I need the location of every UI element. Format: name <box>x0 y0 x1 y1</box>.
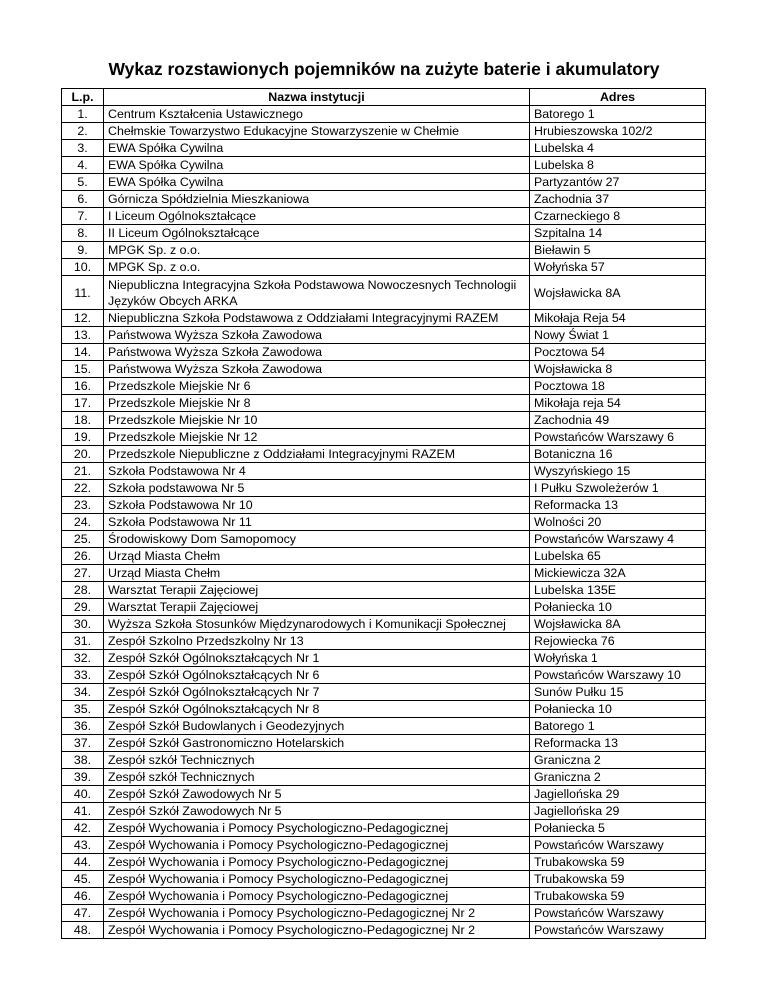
institution-address: Lubelska 135E <box>530 582 706 599</box>
row-number: 18. <box>62 412 104 429</box>
institution-address: Wolności 20 <box>530 514 706 531</box>
institution-name: Zespół Szkół Ogólnokształcących Nr 1 <box>104 650 530 667</box>
institution-address: Sunów Pułku 15 <box>530 684 706 701</box>
row-number: 33. <box>62 667 104 684</box>
row-number: 27. <box>62 565 104 582</box>
table-row <box>62 650 706 667</box>
institution-name: Zespół Szkół Ogólnokształcących Nr 7 <box>104 684 530 701</box>
table-row <box>62 327 706 344</box>
institution-address: Czarneckiego 8 <box>530 208 706 225</box>
table-row <box>62 123 706 140</box>
table-row <box>62 769 706 786</box>
institution-address: Lubelska 65 <box>530 548 706 565</box>
row-number: 44. <box>62 854 104 871</box>
table-row <box>62 480 706 497</box>
institution-name: Niepubliczna Integracyjna Szkoła Podstawowa Nowoczesnych Technologii Języków Obcych ARKA <box>104 276 530 310</box>
row-number: 29. <box>62 599 104 616</box>
table-row <box>62 225 706 242</box>
table-row <box>62 412 706 429</box>
table-row <box>62 786 706 803</box>
institution-name: Szkoła Podstawowa Nr 10 <box>104 497 530 514</box>
institution-name: Zespół szkół Technicznych <box>104 752 530 769</box>
institution-address: Partyzantów 27 <box>530 174 706 191</box>
row-number: 1. <box>62 106 104 123</box>
institution-address: Wojsławicka 8A <box>530 276 706 310</box>
table-row <box>62 922 706 939</box>
row-number: 17. <box>62 395 104 412</box>
institution-name: Urząd Miasta Chełm <box>104 548 530 565</box>
row-number: 32. <box>62 650 104 667</box>
institution-name: Zespół Szkolno Przedszkolny Nr 13 <box>104 633 530 650</box>
institution-name: Przedszkole Miejskie Nr 8 <box>104 395 530 412</box>
row-number: 15. <box>62 361 104 378</box>
row-number: 20. <box>62 446 104 463</box>
row-number: 38. <box>62 752 104 769</box>
institution-address: Powstańców Warszawy <box>530 837 706 854</box>
institution-name: Zespół szkół Technicznych <box>104 769 530 786</box>
table-row <box>62 633 706 650</box>
header-address: Adres <box>530 89 706 106</box>
table-row <box>62 463 706 480</box>
row-number: 21. <box>62 463 104 480</box>
table-row <box>62 446 706 463</box>
row-number: 48. <box>62 922 104 939</box>
row-number: 25. <box>62 531 104 548</box>
table-row <box>62 378 706 395</box>
institution-address: Zachodnia 49 <box>530 412 706 429</box>
table-row <box>62 157 706 174</box>
institution-name: Zespół Szkół Zawodowych Nr 5 <box>104 803 530 820</box>
row-number: 42. <box>62 820 104 837</box>
row-number: 40. <box>62 786 104 803</box>
row-number: 11. <box>62 276 104 310</box>
institution-address: Wojsławicka 8A <box>530 616 706 633</box>
institution-address: Reformacka 13 <box>530 735 706 752</box>
institution-name: Państwowa Wyższa Szkoła Zawodowa <box>104 327 530 344</box>
row-number: 22. <box>62 480 104 497</box>
institution-name: Zespół Szkół Zawodowych Nr 5 <box>104 786 530 803</box>
institution-address: Trubakowska 59 <box>530 854 706 871</box>
institution-name: EWA Spółka Cywilna <box>104 174 530 191</box>
institution-address: Pocztowa 18 <box>530 378 706 395</box>
row-number: 9. <box>62 242 104 259</box>
institution-name: Warsztat Terapii Zajęciowej <box>104 582 530 599</box>
institution-address: Botaniczna 16 <box>530 446 706 463</box>
row-number: 47. <box>62 905 104 922</box>
row-number: 37. <box>62 735 104 752</box>
institution-address: Lubelska 8 <box>530 157 706 174</box>
table-row <box>62 582 706 599</box>
institution-address: Batorego 1 <box>530 106 706 123</box>
institution-address: Nowy Świat 1 <box>530 327 706 344</box>
institution-name: Górnicza Spółdzielnia Mieszkaniowa <box>104 191 530 208</box>
table-row <box>62 242 706 259</box>
table-row <box>62 174 706 191</box>
table-row <box>62 140 706 157</box>
table-row <box>62 106 706 123</box>
institution-name: Zespół Wychowania i Pomocy Psychologiczno-Pedagogicznej Nr 2 <box>104 905 530 922</box>
institution-name: Przedszkole Niepubliczne z Oddziałami Integracyjnymi RAZEM <box>104 446 530 463</box>
row-number: 36. <box>62 718 104 735</box>
table-row <box>62 259 706 276</box>
institution-name: Zespół Wychowania i Pomocy Psychologiczno-Pedagogicznej <box>104 820 530 837</box>
table-row <box>62 276 706 310</box>
institution-address: Wyszyńskiego 15 <box>530 463 706 480</box>
table-row <box>62 514 706 531</box>
table-row <box>62 310 706 327</box>
institution-name: Przedszkole Miejskie Nr 12 <box>104 429 530 446</box>
table-row <box>62 361 706 378</box>
institution-name: Urząd Miasta Chełm <box>104 565 530 582</box>
row-number: 6. <box>62 191 104 208</box>
table-row <box>62 905 706 922</box>
institution-address: I Pułku Szwoleżerów 1 <box>530 480 706 497</box>
institution-address: Trubakowska 59 <box>530 888 706 905</box>
row-number: 31. <box>62 633 104 650</box>
institution-name: Szkoła Podstawowa Nr 11 <box>104 514 530 531</box>
institution-address: Mickiewicza 32A <box>530 565 706 582</box>
table-row <box>62 871 706 888</box>
table-row <box>62 803 706 820</box>
institution-address: Reformacka 13 <box>530 497 706 514</box>
institution-name: Zespół Szkół Ogólnokształcących Nr 8 <box>104 701 530 718</box>
row-number: 7. <box>62 208 104 225</box>
table-row <box>62 888 706 905</box>
institution-name: Szkoła podstawowa Nr 5 <box>104 480 530 497</box>
row-number: 24. <box>62 514 104 531</box>
institution-address: Pocztowa 54 <box>530 344 706 361</box>
row-number: 19. <box>62 429 104 446</box>
institution-address: Szpitalna 14 <box>530 225 706 242</box>
institution-address: Lubelska 4 <box>530 140 706 157</box>
table-row <box>62 395 706 412</box>
institution-address: Powstańców Warszawy 10 <box>530 667 706 684</box>
institution-name: Wyższa Szkoła Stosunków Międzynarodowych i Komunikacji Społecznej <box>104 616 530 633</box>
institution-name: Zespół Szkół Ogólnokształcących Nr 6 <box>104 667 530 684</box>
institution-name: MPGK Sp. z o.o. <box>104 259 530 276</box>
institution-name: Zespół Wychowania i Pomocy Psychologiczno-Pedagogicznej <box>104 854 530 871</box>
table-row <box>62 429 706 446</box>
row-number: 14. <box>62 344 104 361</box>
institution-address: Mikołaja reja 54 <box>530 395 706 412</box>
header-lp: L.p. <box>62 89 104 106</box>
table-row <box>62 565 706 582</box>
institution-name: MPGK Sp. z o.o. <box>104 242 530 259</box>
row-number: 41. <box>62 803 104 820</box>
institution-address: Wołyńska 57 <box>530 259 706 276</box>
institution-address: Połaniecka 5 <box>530 820 706 837</box>
institution-name: Zespół Wychowania i Pomocy Psychologiczno-Pedagogicznej Nr 2 <box>104 922 530 939</box>
institution-name: Przedszkole Miejskie Nr 10 <box>104 412 530 429</box>
institution-name: Warsztat Terapii Zajęciowej <box>104 599 530 616</box>
containers-table <box>61 88 706 939</box>
institution-name: Zespół Wychowania i Pomocy Psychologiczno-Pedagogicznej <box>104 837 530 854</box>
row-number: 13. <box>62 327 104 344</box>
row-number: 30. <box>62 616 104 633</box>
institution-name: EWA Spółka Cywilna <box>104 140 530 157</box>
table-row <box>62 684 706 701</box>
table-row <box>62 854 706 871</box>
row-number: 8. <box>62 225 104 242</box>
institution-name: Zespół Szkół Budowlanych i Geodezyjnych <box>104 718 530 735</box>
institution-address: Mikołaja Reja 54 <box>530 310 706 327</box>
institution-address: Połaniecka 10 <box>530 701 706 718</box>
row-number: 28. <box>62 582 104 599</box>
row-number: 2. <box>62 123 104 140</box>
row-number: 23. <box>62 497 104 514</box>
institution-address: Trubakowska 59 <box>530 871 706 888</box>
institution-name: Chełmskie Towarzystwo Edukacyjne Stowarzyszenie w Chełmie <box>104 123 530 140</box>
institution-name: Zespół Wychowania i Pomocy Psychologiczno-Pedagogicznej <box>104 871 530 888</box>
institution-name: Zespół Szkół Gastronomiczno Hotelarskich <box>104 735 530 752</box>
table-row <box>62 837 706 854</box>
institution-address: Połaniecka 10 <box>530 599 706 616</box>
table-row <box>62 735 706 752</box>
institution-address: Graniczna 2 <box>530 769 706 786</box>
institution-name: EWA Spółka Cywilna <box>104 157 530 174</box>
table-row <box>62 191 706 208</box>
table-row <box>62 820 706 837</box>
row-number: 10. <box>62 259 104 276</box>
table-row <box>62 548 706 565</box>
institution-name: Szkoła Podstawowa Nr 4 <box>104 463 530 480</box>
row-number: 12. <box>62 310 104 327</box>
institution-name: Centrum Kształcenia Ustawicznego <box>104 106 530 123</box>
table-row <box>62 616 706 633</box>
row-number: 5. <box>62 174 104 191</box>
table-row <box>62 344 706 361</box>
table-header-row <box>62 89 706 106</box>
institution-address: Batorego 1 <box>530 718 706 735</box>
table-row <box>62 208 706 225</box>
institution-name: Państwowa Wyższa Szkoła Zawodowa <box>104 344 530 361</box>
institution-name: II Liceum Ogólnokształcące <box>104 225 530 242</box>
row-number: 34. <box>62 684 104 701</box>
institution-name: Niepubliczna Szkoła Podstawowa z Oddziałami Integracyjnymi RAZEM <box>104 310 530 327</box>
institution-address: Powstańców Warszawy 6 <box>530 429 706 446</box>
institution-address: Wołyńska 1 <box>530 650 706 667</box>
row-number: 26. <box>62 548 104 565</box>
institution-address: Bieławin 5 <box>530 242 706 259</box>
table-row <box>62 718 706 735</box>
institution-name: Zespół Wychowania i Pomocy Psychologiczno-Pedagogicznej <box>104 888 530 905</box>
institution-name: Przedszkole Miejskie Nr 6 <box>104 378 530 395</box>
institution-address: Jagiellońska 29 <box>530 803 706 820</box>
row-number: 16. <box>62 378 104 395</box>
table-row <box>62 531 706 548</box>
table-row <box>62 667 706 684</box>
row-number: 4. <box>62 157 104 174</box>
row-number: 39. <box>62 769 104 786</box>
row-number: 3. <box>62 140 104 157</box>
header-institution-name: Nazwa instytucji <box>104 89 530 106</box>
table-row <box>62 599 706 616</box>
institution-address: Rejowiecka 76 <box>530 633 706 650</box>
table-row <box>62 752 706 769</box>
institution-address: Powstańców Warszawy <box>530 905 706 922</box>
institution-address: Zachodnia 37 <box>530 191 706 208</box>
row-number: 35. <box>62 701 104 718</box>
institution-name: I Liceum Ogólnokształcące <box>104 208 530 225</box>
row-number: 46. <box>62 888 104 905</box>
institution-address: Powstańców Warszawy <box>530 922 706 939</box>
institution-name: Środowiskowy Dom Samopomocy <box>104 531 530 548</box>
document-title: Wykaz rozstawionych pojemników na zużyte baterie i akumulatory <box>108 59 660 79</box>
row-number: 43. <box>62 837 104 854</box>
institution-address: Hrubieszowska 102/2 <box>530 123 706 140</box>
institution-name: Państwowa Wyższa Szkoła Zawodowa <box>104 361 530 378</box>
table-row <box>62 497 706 514</box>
institution-address: Jagiellońska 29 <box>530 786 706 803</box>
institution-address: Powstańców Warszawy 4 <box>530 531 706 548</box>
table-body <box>62 106 706 939</box>
institution-address: Graniczna 2 <box>530 752 706 769</box>
row-number: 45. <box>62 871 104 888</box>
institution-address: Wojsławicka 8 <box>530 361 706 378</box>
table-row <box>62 701 706 718</box>
